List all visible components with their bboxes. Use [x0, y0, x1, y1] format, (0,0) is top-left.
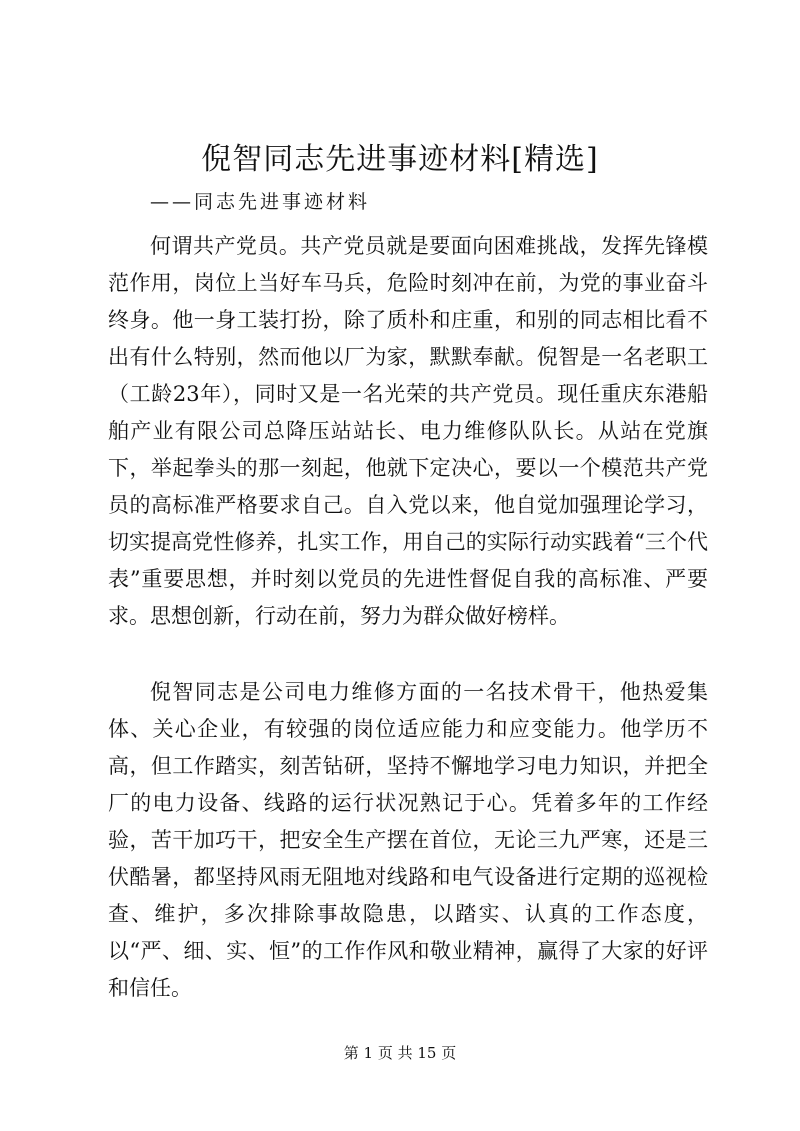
paragraph-1: 何谓共产党员。共产党员就是要面向困难挑战，发挥先锋模范作用，岗位上当好车马兵，危险时刻冲在前，为党的事业奋斗终身。他一身工装打扮，除了质朴和庄重，和别的同志相比看不出有什么特别，然而他以厂为家，默默奉献。倪智是一名老职工（工龄23年），同时又是一名光荣的共产党员。现任重庆东港船舶产业有限公司总降压站站长、电力维修队队长。从站在党旗下，举起拳头的那一刻起，他就下定决心，要以一个模范共产党员的高标准严格要求自己。自入党以来，他自觉加强理论学习，切实提高党性修养，扎实工作，用自己的实际行动实践着“三个代表”重要思想，并时刻以党员的先进性督促自我的高标准、严要求。思想创新，行动在前，努力为群众做好榜样。	[108, 234, 708, 628]
page-number-footer: 第 1 页 共 15 页	[343, 1044, 457, 1062]
document-subtitle: ——同志先进事迹材料	[150, 191, 371, 213]
paragraph-2: 倪智同志是公司电力维修方面的一名技术骨干，他热爱集体、关心企业，有较强的岗位适应能力和应变能力。他学历不高，但工作踏实，刻苦钻研，坚持不懈地学习电力知识，并把全厂的电力设备、线路的运行状况熟记于心。凭着多年的工作经验，苦干加巧干，把安全生产摆在首位，无论三九严寒，还是三伏酷暑，都坚持风雨无阻地对线路和电气设备进行定期的巡视检查、维护，多次排除事故隐患，以踏实、认真的工作态度，以“严、细、实、恒”的工作作风和敬业精神，赢得了大家的好评和信任。	[108, 680, 708, 1000]
document-title: 倪智同志先进事迹材料[精选]	[201, 142, 599, 177]
